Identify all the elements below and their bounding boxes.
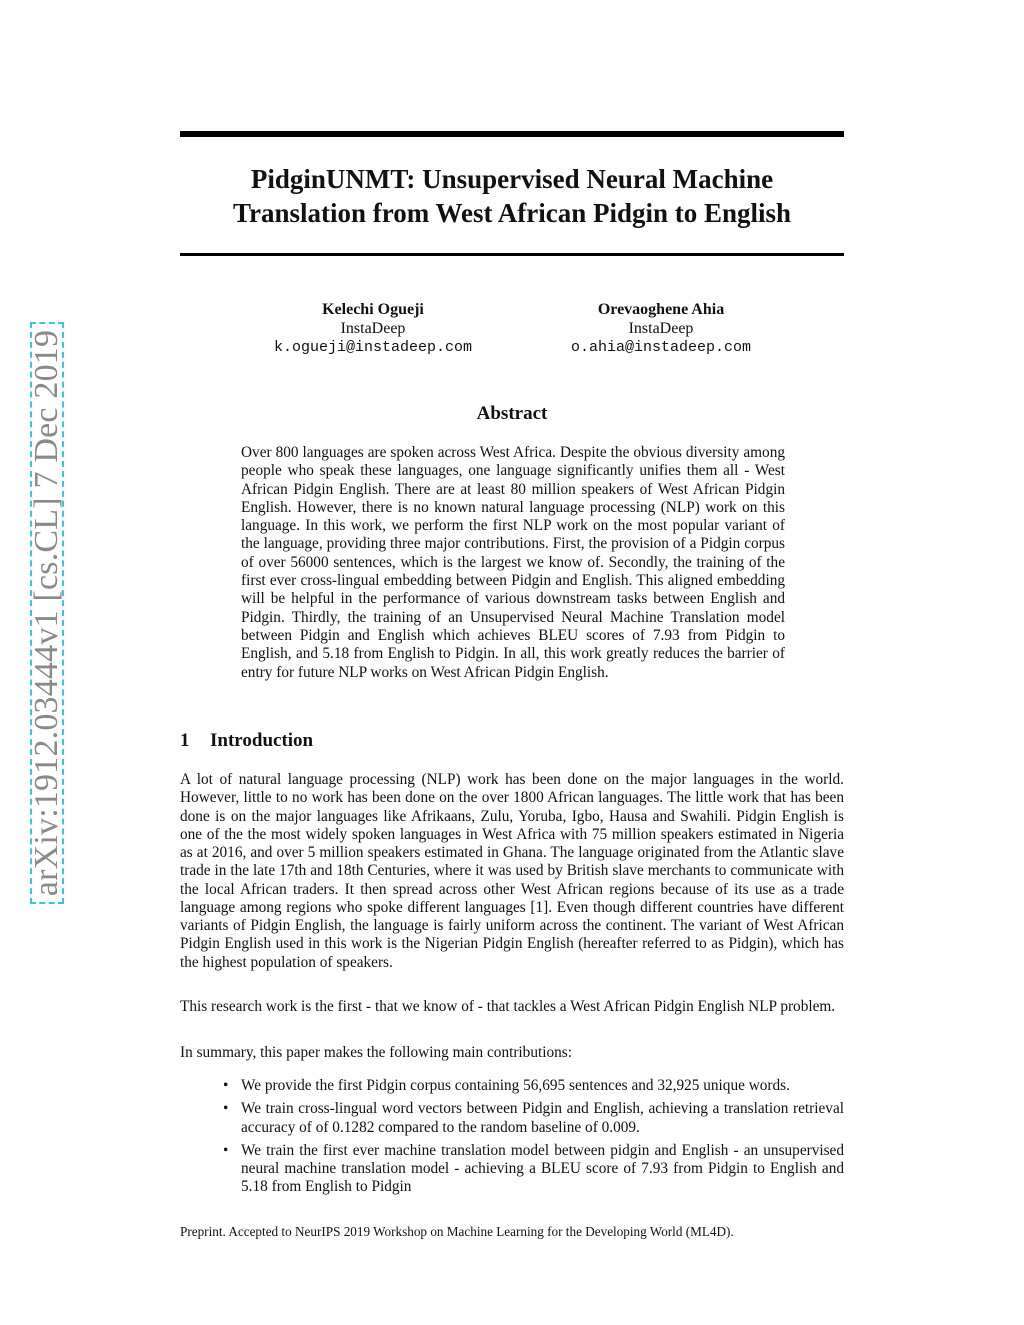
bullet-icon: • bbox=[223, 1077, 229, 1094]
list-item-text: We provide the first Pidgin corpus containing 56,695 sentences and 32,925 unique words. bbox=[241, 1077, 790, 1094]
bullet-icon: • bbox=[223, 1141, 229, 1159]
section-title: Introduction bbox=[210, 730, 314, 751]
list-item bbox=[180, 1142, 844, 1197]
author-name: Orevaoghene Ahia bbox=[597, 301, 725, 318]
list-item bbox=[180, 1077, 844, 1095]
contributions-list bbox=[180, 1077, 844, 1202]
title-line-2: Translation from West African Pidgin to English bbox=[232, 198, 792, 228]
intro-paragraph-2: This research work is the first - that we know of - that tackles a West African Pidgin English NLP problem. bbox=[180, 998, 836, 1015]
author-affiliation: InstaDeep bbox=[628, 320, 694, 337]
author-block-1 bbox=[250, 300, 496, 357]
footer-note: Preprint. Accepted to NeurIPS 2019 Workshop on Machine Learning for the Developing World (ML4D). bbox=[180, 1224, 734, 1239]
intro-paragraph-1: A lot of natural language processing (NLP) work has been done on the major languages in the world. However, little to no work has been done on the over 1800 African languages. The little work that has been done is on the major languages like Afrikaans, Zulu, Yoruba, Igbo, Hausa and Swahili. Pidgin English is one of the the most widely spoken languages in West Africa with 75 million speakers estimated in Nigeria as at 2016, and over 5 million speakers estimated in Ghana. The language originated from the Atlantic slave trade in the late 17th and 18th Centuries, where it was used by British slave merchants to communicate with the local African traders. It then spread across other West African regions because of its use as a trade language among regions who spoke different languages [1]. Even though different countries have different variants of Pidgin English, the language is fairly uniform across the continent. The variant of West African Pidgin English used in this work is the Nigerian Pidgin English (hereafter referred to as Pidgin), which has the highest population of speakers. bbox=[180, 771, 844, 971]
list-item-text: We train the first ever machine translation model between pidgin and English - an unsupervised neural machine translation model - achieving a BLEU score of 7.93 from Pidgin to English and 5.18 from English to Pidgin bbox=[241, 1141, 844, 1196]
author-email[interactable]: k.ogueji@instadeep.com bbox=[273, 339, 473, 356]
title-line-1: PidginUNMT: Unsupervised Neural Machine bbox=[250, 164, 774, 194]
title-bottom-rule bbox=[180, 253, 844, 256]
arxiv-stamp-text: arXiv:1912.03444v1 [cs.CL] 7 Dec 2019 bbox=[28, 329, 65, 897]
title-top-rule bbox=[180, 131, 844, 137]
intro-paragraph-3: In summary, this paper makes the following main contributions: bbox=[180, 1044, 572, 1061]
bullet-icon: • bbox=[223, 1100, 229, 1118]
arxiv-stamp[interactable] bbox=[30, 322, 64, 904]
list-item bbox=[180, 1100, 844, 1137]
section-heading-introduction bbox=[180, 730, 313, 752]
author-email[interactable]: o.ahia@instadeep.com bbox=[570, 339, 752, 356]
author-name: Kelechi Ogueji bbox=[322, 301, 424, 318]
list-item-text: We train cross-lingual word vectors between Pidgin and English, achieving a translation retrieval accuracy of of 0.1282 compared to the random baseline of 0.009. bbox=[241, 1100, 844, 1136]
author-block-2 bbox=[540, 300, 782, 357]
abstract-heading: Abstract bbox=[476, 403, 548, 424]
section-number: 1 bbox=[180, 730, 190, 751]
abstract-text: Over 800 languages are spoken across West Africa. Despite the obvious diversity among people who speak these languages, one language significantly unifies them all - West African Pidgin English. There are at least 80 million speakers of West African Pidgin English. However, there is no known natural language processing (NLP) work on this language. In this work, we perform the first NLP work on the most popular variant of the language, providing three major contributions. First, the provision of a Pidgin corpus of over 56000 sentences, which is the largest we know of. Secondly, the training of the first ever cross-lingual embedding between Pidgin and English. This aligned embedding will be helpful in the performance of various downstream tasks between English and Pidgin. Thirdly, the training of an Unsupervised Neural Machine Translation model between Pidgin and English which achieves BLEU scores of 7.93 from Pidgin to English, and 5.18 from English to Pidgin. In all, this work greatly reduces the barrier of entry for future NLP works on West African Pidgin English. bbox=[241, 444, 785, 681]
paper-title bbox=[180, 162, 844, 230]
author-affiliation: InstaDeep bbox=[340, 320, 406, 337]
